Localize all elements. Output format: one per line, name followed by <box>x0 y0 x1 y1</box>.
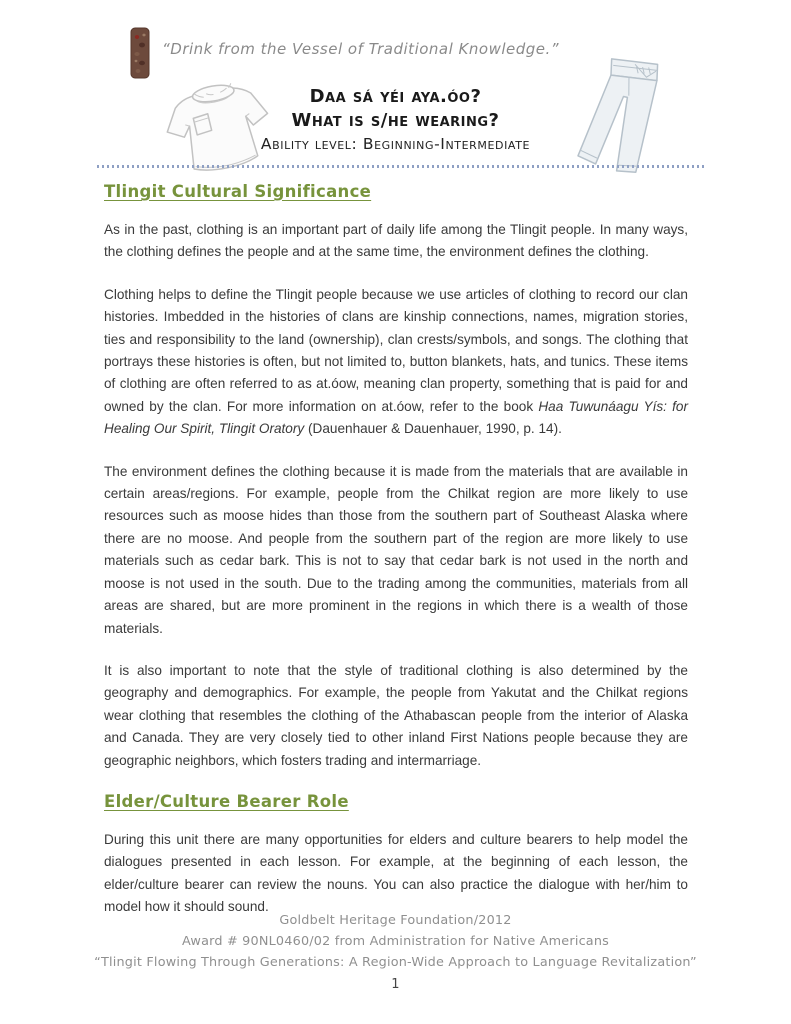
paragraph-text: Clothing helps to define the Tlingit people because we use articles of clothing to record our clan histories. Imbedded in the histories of clans are kinship connections, names, migration stories, ties and responsibility to the land (ownership), clan crests/symbols, and songs. The clothing that portrays these histories is often, but not limited to, button blankets, hats, and tunics. These items of clothing are often referred to as at.óow, meaning clan property, something that is paid for and owned by the clan. For more information on at.óow, refer to the book <box>104 286 688 414</box>
paragraph: It is also important to note that the style of traditional clothing is also determined by the geography and demographics. For example, the people from Yakutat and the Chilkat regions wear clothing that resembles the clothing of the Athabascan people from the interior of Alaska and Canada. They are very closely tied to other inland First Nations people because they are geographic neighbors, which fosters trading and intermarriage. <box>104 662 688 768</box>
ability-level: Ability level: Beginning-Intermediate <box>260 135 531 153</box>
footer-line-1: Goldbelt Heritage Foundation/2012 <box>279 913 512 928</box>
dotted-divider <box>97 165 706 168</box>
lesson-title-block <box>0 85 791 156</box>
document-body <box>104 182 688 939</box>
title-tlingit: Daa sá yéi aya.óo? <box>309 86 482 107</box>
paragraph: The environment defines the clothing because it is made from the materials that are available in certain areas/regions. For example, people from the Chilkat region are more likely to use resources such as moose hides than those from the southern part of Southeast Alaska where there are no moose. And people from the southern part of the region are more likely to use materials such as cedar bark. This is not to say that cedar bark is not used in the north and moose is not used in the south. Due to the trading among the communities, materials from all areas are shared, but are more prominent in the regions in which there is a wealth of those materials. <box>104 463 688 636</box>
book-title: Haa Tuwunáagu Yís: for Healing Our Spirit, Tlingit Oratory <box>104 398 689 437</box>
section-heading-cultural-significance: Tlingit Cultural Significance <box>104 182 372 201</box>
pants-illustration <box>568 54 670 178</box>
page-number: 1 <box>391 977 400 992</box>
title-english: What is s/he wearing? <box>291 110 500 131</box>
footer-line-2: Award # 90NL0460/02 from Administration for Native Americans <box>181 934 610 949</box>
section-heading-elder-role: Elder/Culture Bearer Role <box>104 791 349 811</box>
totem-photo <box>129 27 151 79</box>
paragraph: As in the past, clothing is an important part of daily life among the Tlingit people. In many ways, the clothing defines the people and at the same time, the environment defines the clothing. <box>104 222 688 260</box>
paragraph-text: (Dauenhauer & Dauenhauer, 1990, p. 14). <box>304 421 562 437</box>
footer-line-3: “Tlingit Flowing Through Generations: A Region-Wide Approach to Language Revitalization” <box>94 955 697 970</box>
paragraph: During this unit there are many opportunities for elders and culture bearers to help model the dialogues presented in each lesson. For example, at the beginning of each lesson, the elder/culture bearer can review the nouns. You can also practice the dialogue with her/him to model how it should sound. <box>104 831 688 915</box>
page-footer <box>0 910 791 995</box>
header-quote: “Drink from the Vessel of Traditional Knowledge.” <box>162 40 560 58</box>
paragraph <box>104 284 688 441</box>
